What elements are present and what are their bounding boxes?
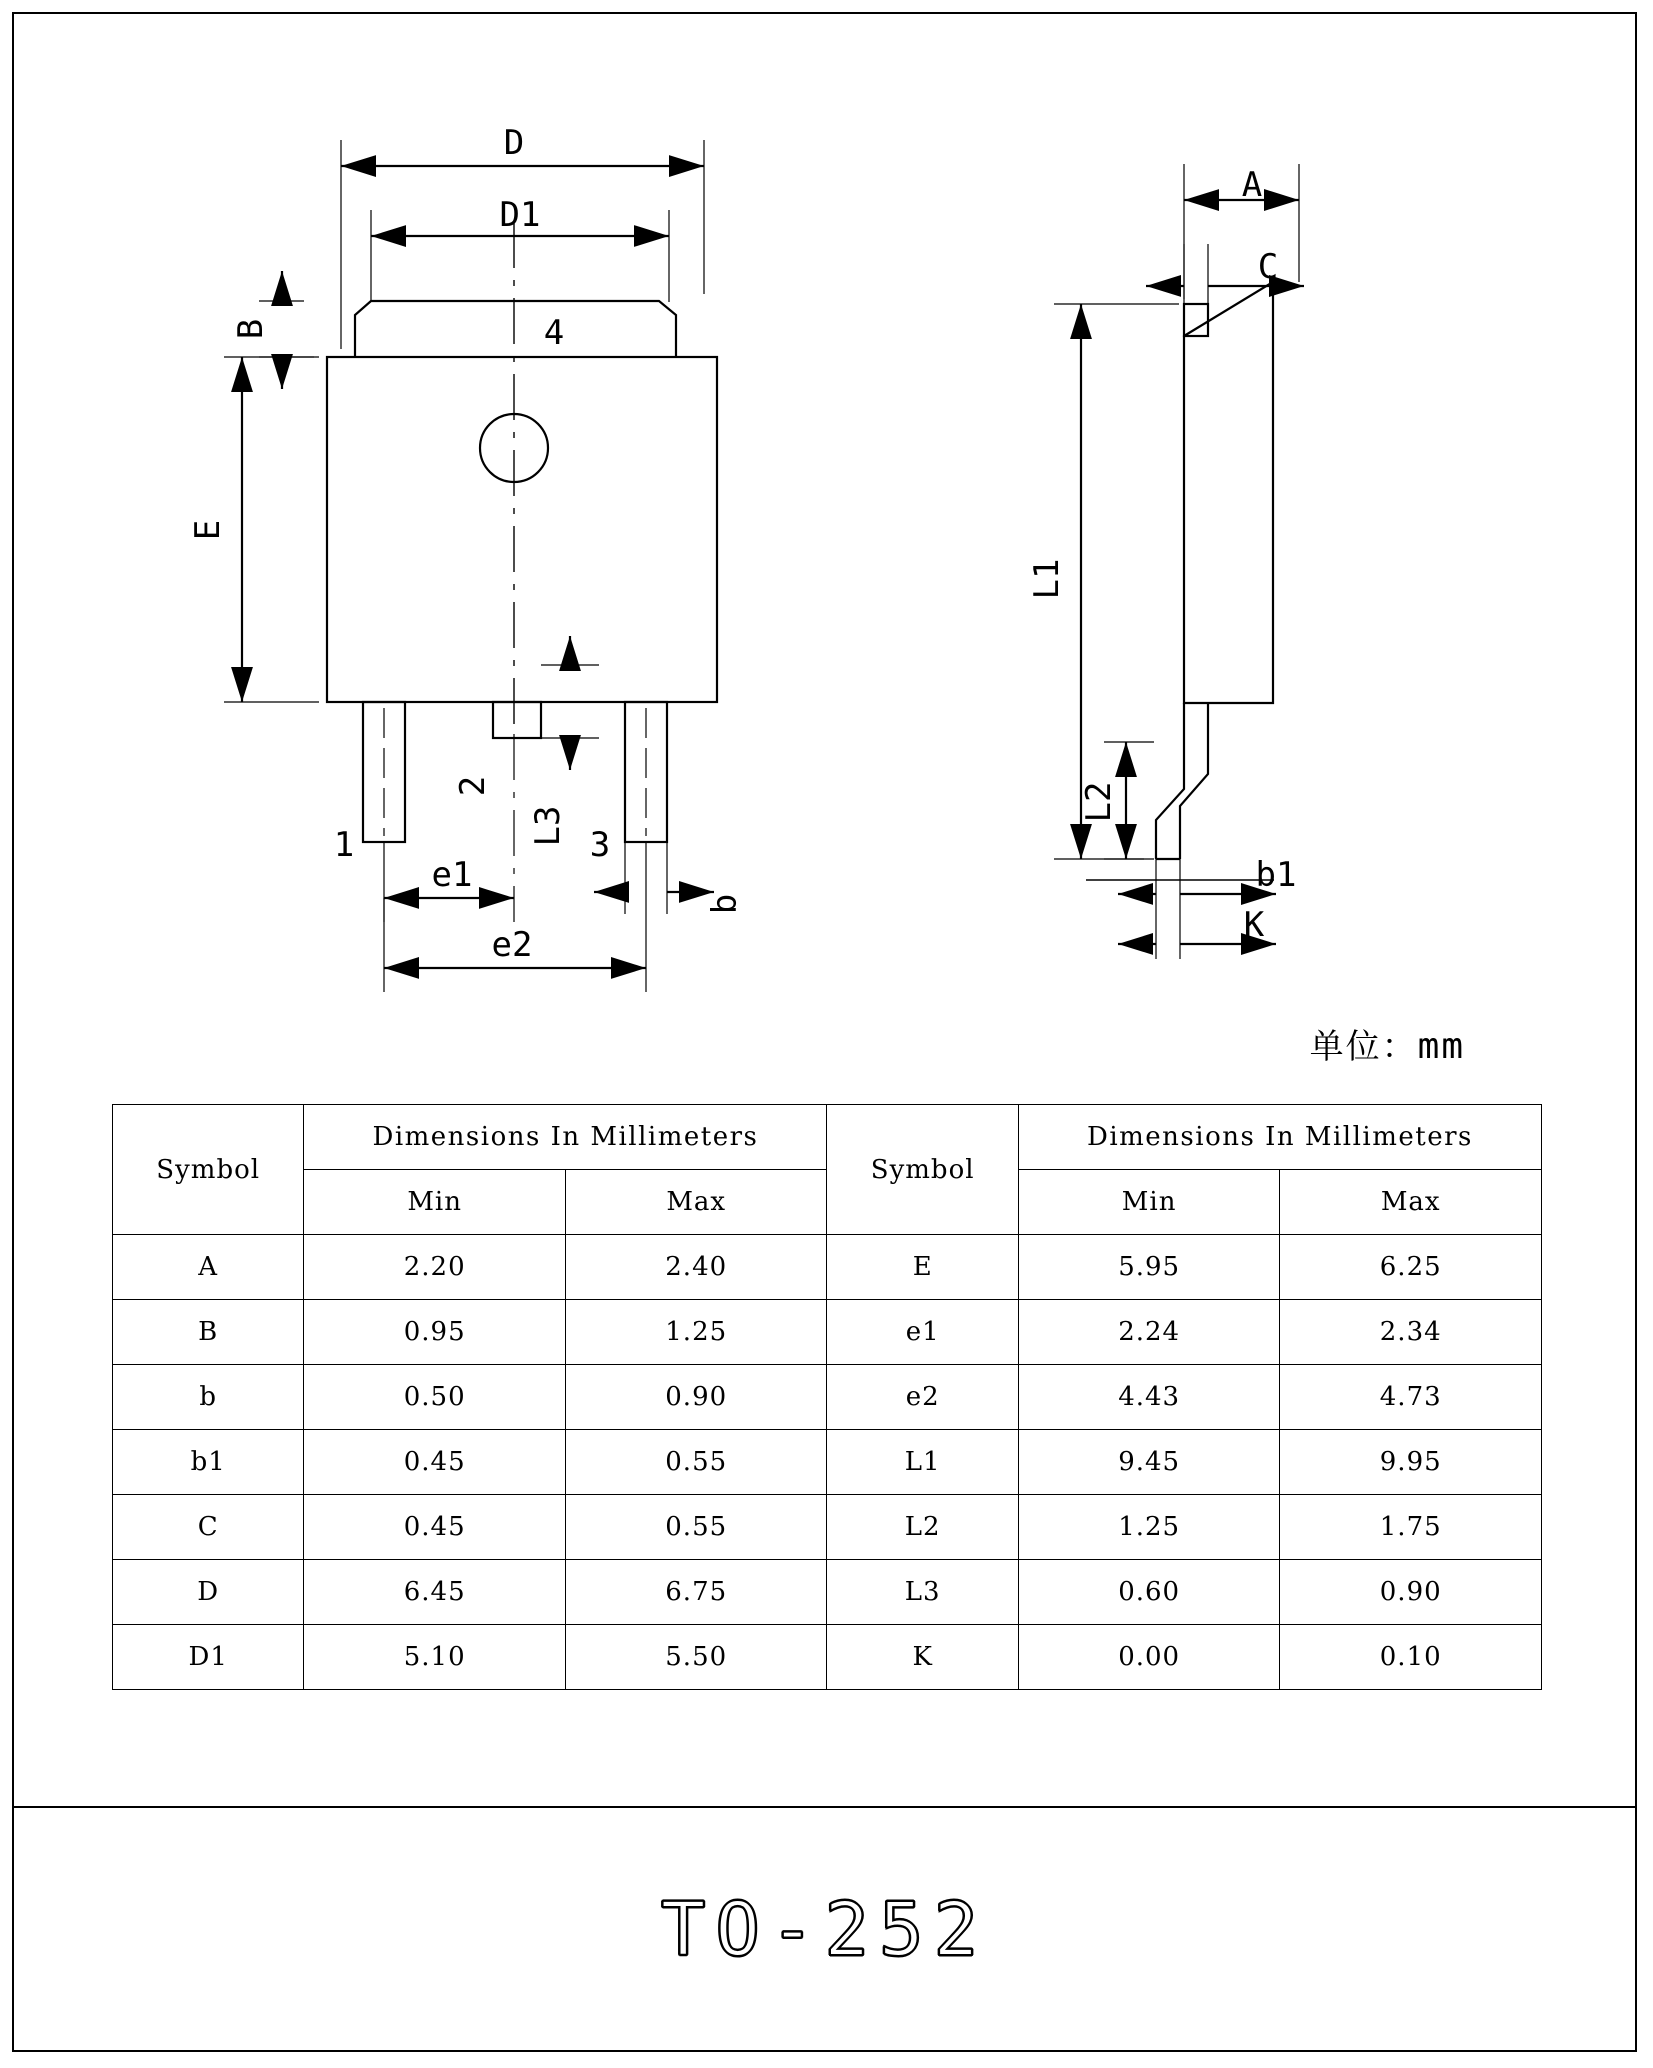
cell-symbol: L3: [827, 1560, 1018, 1625]
cell-max: 0.55: [565, 1430, 827, 1495]
label-d: D: [503, 123, 525, 163]
cell-min: 5.95: [1018, 1235, 1280, 1300]
table-row: [113, 1625, 1542, 1690]
cell-max: 5.50: [565, 1625, 827, 1690]
units-note: [1310, 1019, 1465, 1068]
cell-min: 2.20: [304, 1235, 566, 1300]
cell-symbol: b1: [113, 1430, 304, 1495]
package-name-title: TO-252: [660, 1887, 989, 1973]
header-max-right: Max: [1280, 1170, 1542, 1235]
table-header-row-1: [113, 1105, 1542, 1170]
cell-min: 0.45: [304, 1495, 566, 1560]
label-b: B: [231, 318, 271, 340]
table-row: [113, 1495, 1542, 1560]
cell-symbol: e1: [827, 1300, 1018, 1365]
drawing-page-frame: [12, 12, 1637, 2052]
label-e: E: [188, 519, 228, 541]
cell-symbol: K: [827, 1625, 1018, 1690]
cell-max: 2.34: [1280, 1300, 1542, 1365]
table-row: [113, 1235, 1542, 1300]
cell-min: 1.25: [1018, 1495, 1280, 1560]
header-dimensions-right: Dimensions In Millimeters: [1018, 1105, 1541, 1170]
dimensions-table: [112, 1104, 1542, 1690]
cell-min: 0.95: [304, 1300, 566, 1365]
label-a: A: [1241, 165, 1263, 205]
label-l1: L1: [1027, 558, 1067, 600]
cell-min: 9.45: [1018, 1430, 1280, 1495]
label-e2: e2: [491, 925, 533, 965]
cell-symbol: b: [113, 1365, 304, 1430]
cell-min: 6.45: [304, 1560, 566, 1625]
cell-symbol: B: [113, 1300, 304, 1365]
cell-min: 0.60: [1018, 1560, 1280, 1625]
side-view-tab: [1184, 304, 1208, 336]
header-max-left: Max: [565, 1170, 827, 1235]
cell-symbol: e2: [827, 1365, 1018, 1430]
cell-min: 5.10: [304, 1625, 566, 1690]
cell-max: 0.10: [1280, 1625, 1542, 1690]
label-pin3: 3: [589, 825, 611, 865]
cell-symbol: D: [113, 1560, 304, 1625]
package-drawing-area: [14, 14, 1635, 1804]
label-l3: L3: [528, 805, 568, 847]
cell-max: 6.75: [565, 1560, 827, 1625]
label-b1: b1: [1255, 855, 1297, 895]
label-l2: L2: [1079, 781, 1119, 823]
cell-symbol: D1: [113, 1625, 304, 1690]
cell-max: 0.55: [565, 1495, 827, 1560]
cell-max: 4.73: [1280, 1365, 1542, 1430]
cell-max: 9.95: [1280, 1430, 1542, 1495]
label-pin1: 1: [333, 825, 355, 865]
label-pin4: 4: [543, 313, 565, 353]
header-symbol-right: Symbol: [827, 1105, 1018, 1235]
title-block: [14, 1806, 1635, 2052]
cell-max: 1.75: [1280, 1495, 1542, 1560]
cell-symbol: L1: [827, 1430, 1018, 1495]
top-view-body: [327, 357, 717, 702]
cell-min: 2.24: [1018, 1300, 1280, 1365]
cell-symbol: E: [827, 1235, 1018, 1300]
label-e1: e1: [431, 855, 473, 895]
header-symbol-left: Symbol: [113, 1105, 304, 1235]
table-row: [113, 1365, 1542, 1430]
cell-min: 0.00: [1018, 1625, 1280, 1690]
cell-max: 2.40: [565, 1235, 827, 1300]
units-prefix: 单位：: [1309, 1027, 1418, 1067]
top-view-tab: [355, 301, 676, 357]
cell-max: 0.90: [565, 1365, 827, 1430]
cell-min: 0.45: [304, 1430, 566, 1495]
table-row: [113, 1430, 1542, 1495]
label-b-width: b: [705, 893, 745, 915]
header-dimensions-left: Dimensions In Millimeters: [304, 1105, 827, 1170]
header-min-left: Min: [304, 1170, 566, 1235]
lead-2: [493, 702, 541, 738]
label-c: C: [1257, 247, 1279, 287]
label-k: K: [1243, 905, 1265, 945]
cell-max: 1.25: [565, 1300, 827, 1365]
table-row: [113, 1560, 1542, 1625]
cell-min: 0.50: [304, 1365, 566, 1430]
label-pin2: 2: [453, 775, 493, 797]
cell-symbol: A: [113, 1235, 304, 1300]
cell-symbol: C: [113, 1495, 304, 1560]
cell-symbol: L2: [827, 1495, 1018, 1560]
table-row: [113, 1300, 1542, 1365]
units-value: mm: [1417, 1026, 1465, 1067]
header-min-right: Min: [1018, 1170, 1280, 1235]
cell-max: 0.90: [1280, 1560, 1542, 1625]
side-view-body: [1184, 282, 1273, 703]
cell-min: 4.43: [1018, 1365, 1280, 1430]
label-d1: D1: [499, 195, 541, 235]
cell-max: 6.25: [1280, 1235, 1542, 1300]
